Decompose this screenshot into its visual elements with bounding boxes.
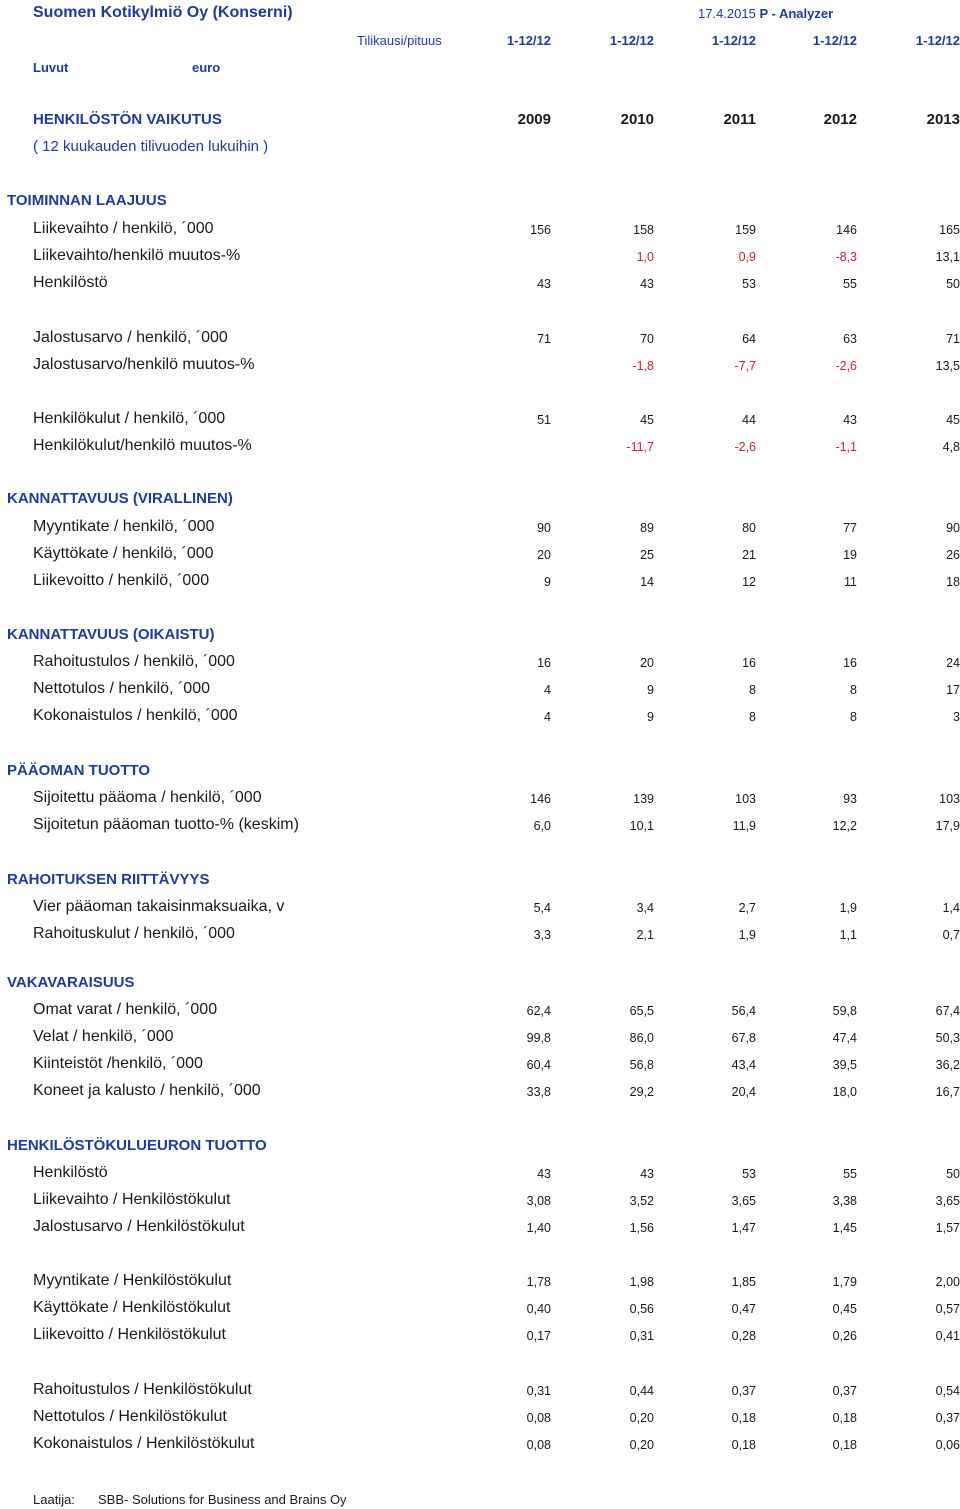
row-value-2010: 29,2: [629, 1085, 654, 1099]
row-label: Liikevoitto / henkilö, ´000: [33, 572, 210, 589]
table-row: [0, 1164, 960, 1184]
row-value-2009: 146: [530, 792, 551, 806]
row-value-2010: 14: [640, 575, 654, 589]
period-col-5: 1-12/12: [915, 33, 960, 48]
row-value-2012: 16: [843, 656, 857, 670]
row-value-2010: 0,20: [629, 1411, 654, 1425]
section-title: VAKAVARAISUUS: [7, 974, 135, 991]
row-value-2010: 158: [633, 223, 654, 237]
row-value-2010: 139: [633, 792, 654, 806]
year-col-1: 2009: [517, 111, 551, 128]
row-value-2010: 45: [640, 413, 654, 427]
row-value-2009: 60,4: [526, 1058, 551, 1072]
row-value-2013: 3: [953, 710, 960, 724]
row-value-2011: 0,37: [731, 1384, 756, 1398]
table-row: [0, 1435, 960, 1455]
product-name: P - Analyzer: [759, 6, 834, 21]
row-value-2011: 53: [742, 1167, 756, 1181]
row-value-2011: 16: [742, 656, 756, 670]
row-value-2012: 1,79: [832, 1275, 857, 1289]
row-value-2012: 55: [843, 277, 857, 291]
row-label: Henkilöstö: [33, 1164, 108, 1181]
table-row: [0, 816, 960, 836]
row-value-2011: 8: [749, 710, 756, 724]
row-label: Nettotulos / Henkilöstökulut: [33, 1408, 227, 1425]
row-value-2009: 156: [530, 223, 551, 237]
row-value-2009: 5,4: [533, 901, 551, 915]
row-label: Myyntikate / henkilö, ´000: [33, 518, 215, 535]
table-row: [0, 680, 960, 700]
row-value-2011: 80: [742, 521, 756, 535]
table-row: [0, 356, 960, 376]
row-value-2009: 4: [544, 683, 551, 697]
row-value-2012: 63: [843, 332, 857, 346]
table-row: [0, 247, 960, 267]
row-value-2013: 0,54: [935, 1384, 960, 1398]
row-value-2011: 21: [742, 548, 756, 562]
row-value-2010: 70: [640, 332, 654, 346]
table-row: [0, 572, 960, 592]
period-col-4: 1-12/12: [812, 33, 857, 48]
row-value-2009: 71: [537, 332, 551, 346]
row-value-2009: 62,4: [526, 1004, 551, 1018]
row-label: Käyttökate / henkilö, ´000: [33, 545, 214, 562]
row-value-2013: 45: [946, 413, 960, 427]
row-value-2012: 47,4: [832, 1031, 857, 1045]
section-title: TOIMINNAN LAAJUUS: [7, 192, 167, 209]
row-value-2013: 1,4: [942, 901, 960, 915]
row-value-2012: 1,45: [832, 1221, 857, 1235]
row-value-2013: 24: [946, 656, 960, 670]
row-value-2013: 50: [946, 1167, 960, 1181]
row-value-2011: 1,85: [731, 1275, 756, 1289]
row-value-2011: 8: [749, 683, 756, 697]
row-value-2009: 33,8: [526, 1085, 551, 1099]
year-col-5: 2013: [926, 111, 960, 128]
row-value-2010: 9: [647, 683, 654, 697]
row-value-2012: 39,5: [832, 1058, 857, 1072]
footer-label: Laatija:: [33, 1492, 75, 1507]
row-value-2010: 2,1: [636, 928, 654, 942]
row-value-2012: 11: [844, 575, 857, 589]
row-value-2013: 3,65: [935, 1194, 960, 1208]
row-value-2011: 12: [742, 575, 756, 589]
table-row: [0, 437, 960, 457]
row-value-2013: 4,8: [942, 440, 960, 454]
row-value-2013: 0,37: [935, 1411, 960, 1425]
table-row: [0, 1028, 960, 1048]
period-col-3: 1-12/12: [711, 33, 756, 48]
row-value-2013: 17,9: [935, 819, 960, 833]
row-value-2013: 13,1: [935, 250, 960, 264]
row-value-2011: 43,4: [731, 1058, 756, 1072]
row-value-2013: 36,2: [935, 1058, 960, 1072]
row-value-2011: 0,47: [731, 1302, 756, 1316]
row-value-2009: 20: [537, 548, 551, 562]
table-row: [0, 410, 960, 430]
row-value-2011: 53: [742, 277, 756, 291]
row-value-2010: 9: [647, 710, 654, 724]
row-label: Käyttökate / Henkilöstökulut: [33, 1299, 231, 1316]
row-value-2010: 10,1: [629, 819, 654, 833]
row-label: Kokonaistulos / henkilö, ´000: [33, 707, 238, 724]
row-value-2009: 1,78: [526, 1275, 551, 1289]
table-row: [0, 1191, 960, 1211]
row-value-2012: 55: [843, 1167, 857, 1181]
row-value-2010: 43: [640, 277, 654, 291]
row-value-2009: 1,40: [526, 1221, 551, 1235]
year-col-3: 2011: [723, 111, 756, 128]
section-title: PÄÄOMAN TUOTTO: [7, 762, 151, 779]
section-title: RAHOITUKSEN RIITTÄVYYS: [7, 871, 210, 888]
row-value-2011: -7,7: [734, 359, 756, 373]
section-title: KANNATTAVUUS (VIRALLINEN): [7, 490, 233, 507]
row-value-2013: 71: [946, 332, 960, 346]
row-value-2013: 103: [939, 792, 960, 806]
row-value-2011: 67,8: [731, 1031, 756, 1045]
table-row: [0, 274, 960, 294]
row-label: Liikevoitto / Henkilöstökulut: [33, 1326, 226, 1343]
table-row: [0, 1299, 960, 1319]
row-value-2011: 0,18: [731, 1438, 756, 1452]
row-value-2009: 9: [544, 575, 551, 589]
table-row: [0, 220, 960, 240]
row-value-2010: 1,98: [629, 1275, 654, 1289]
row-value-2013: 90: [946, 521, 960, 535]
row-value-2012: 0,18: [832, 1411, 857, 1425]
row-value-2010: 43: [640, 1167, 654, 1181]
row-value-2012: 59,8: [832, 1004, 857, 1018]
row-value-2010: 86,0: [629, 1031, 654, 1045]
row-value-2012: 43: [843, 413, 857, 427]
row-label: Henkilöstö: [33, 274, 108, 291]
row-label: Rahoitustulos / Henkilöstökulut: [33, 1381, 252, 1398]
row-value-2013: 17: [946, 683, 960, 697]
row-value-2010: 1,0: [636, 250, 654, 264]
row-value-2011: 64: [742, 332, 756, 346]
period-col-2: 1-12/12: [609, 33, 654, 48]
row-value-2012: 0,45: [832, 1302, 857, 1316]
row-value-2009: 16: [537, 656, 551, 670]
row-value-2009: 6,0: [533, 819, 551, 833]
row-value-2010: 0,56: [629, 1302, 654, 1316]
row-value-2013: 13,5: [935, 359, 960, 373]
row-value-2009: 3,3: [533, 928, 551, 942]
row-value-2009: 43: [537, 1167, 551, 1181]
row-value-2009: 43: [537, 277, 551, 291]
row-value-2013: 0,41: [935, 1329, 960, 1343]
row-value-2012: -2,6: [835, 359, 857, 373]
row-value-2011: 0,9: [738, 250, 756, 264]
row-value-2013: 1,57: [935, 1221, 960, 1235]
row-value-2009: 0,40: [526, 1302, 551, 1316]
row-value-2009: 0,08: [526, 1438, 551, 1452]
row-value-2012: 0,37: [832, 1384, 857, 1398]
row-value-2011: 1,9: [738, 928, 756, 942]
row-value-2009: 4: [544, 710, 551, 724]
row-value-2010: 25: [640, 548, 654, 562]
table-row: [0, 1218, 960, 1238]
row-value-2010: 20: [640, 656, 654, 670]
footer-author: SBB- Solutions for Business and Brains Oy: [98, 1492, 347, 1507]
section-title: KANNATTAVUUS (OIKAISTU): [7, 626, 215, 643]
table-row: [0, 653, 960, 673]
row-value-2011: 103: [735, 792, 756, 806]
row-value-2011: 2,7: [738, 901, 756, 915]
row-value-2009: 0,08: [526, 1411, 551, 1425]
report-title: HENKILÖSTÖN VAIKUTUS: [33, 111, 222, 128]
row-value-2010: -1,8: [632, 359, 654, 373]
row-value-2013: 18: [946, 575, 960, 589]
row-value-2012: 146: [836, 223, 857, 237]
table-row: [0, 1082, 960, 1102]
row-label: Henkilökulut / henkilö, ´000: [33, 410, 226, 427]
row-value-2012: 19: [843, 548, 857, 562]
table-row: [0, 1272, 960, 1292]
row-value-2012: 8: [850, 710, 857, 724]
section-title: HENKILÖSTÖKULUEURON TUOTTO: [7, 1137, 267, 1154]
row-label: Myyntikate / Henkilöstökulut: [33, 1272, 232, 1289]
row-value-2012: -1,1: [835, 440, 857, 454]
row-value-2009: 0,17: [526, 1329, 551, 1343]
report-date: 17.4.2015: [698, 6, 756, 21]
row-label: Koneet ja kalusto / henkilö, ´000: [33, 1082, 261, 1099]
row-label: Rahoitustulos / henkilö, ´000: [33, 653, 235, 670]
period-col-1: 1-12/12: [506, 33, 551, 48]
row-value-2010: 3,4: [636, 901, 654, 915]
row-value-2010: 3,52: [629, 1194, 654, 1208]
row-value-2011: 0,18: [731, 1411, 756, 1425]
period-label: Tilikausi/pituus: [357, 33, 442, 48]
year-col-4: 2012: [823, 111, 857, 128]
units-value: euro: [192, 60, 221, 75]
row-value-2012: 1,1: [839, 928, 857, 942]
row-value-2013: 50: [946, 277, 960, 291]
row-value-2011: 44: [742, 413, 756, 427]
row-value-2013: 50,3: [935, 1031, 960, 1045]
row-label: Jalostusarvo/henkilö muutos-%: [33, 356, 255, 373]
row-value-2012: 0,26: [832, 1329, 857, 1343]
row-value-2010: 1,56: [629, 1221, 654, 1235]
table-row: [0, 329, 960, 349]
row-value-2011: 1,47: [731, 1221, 756, 1235]
row-value-2011: 20,4: [731, 1085, 756, 1099]
row-value-2012: 1,9: [839, 901, 857, 915]
row-value-2009: 3,08: [526, 1194, 551, 1208]
row-value-2013: 0,06: [935, 1438, 960, 1452]
row-value-2013: 26: [946, 548, 960, 562]
row-value-2013: 0,57: [935, 1302, 960, 1316]
table-row: [0, 545, 960, 565]
row-label: Sijoitetun pääoman tuotto-% (keskim): [33, 816, 299, 833]
row-value-2010: 0,31: [629, 1329, 654, 1343]
row-value-2013: 2,00: [935, 1275, 960, 1289]
table-row: [0, 925, 960, 945]
row-label: Omat varat / henkilö, ´000: [33, 1001, 218, 1018]
table-row: [0, 1326, 960, 1346]
row-value-2011: 56,4: [731, 1004, 756, 1018]
row-value-2010: 89: [640, 521, 654, 535]
row-label: Nettotulos / henkilö, ´000: [33, 680, 210, 697]
report-date-product: [698, 6, 833, 21]
row-value-2010: -11,7: [626, 440, 654, 454]
row-value-2012: 18,0: [832, 1085, 857, 1099]
table-row: [0, 1001, 960, 1021]
row-value-2010: 0,44: [629, 1384, 654, 1398]
row-value-2012: 8: [850, 683, 857, 697]
row-value-2012: 93: [843, 792, 857, 806]
row-label: Jalostusarvo / henkilö, ´000: [33, 329, 228, 346]
row-value-2012: 3,38: [832, 1194, 857, 1208]
row-value-2010: 65,5: [629, 1004, 654, 1018]
row-value-2011: -2,6: [734, 440, 756, 454]
table-row: [0, 898, 960, 918]
row-value-2009: 0,31: [526, 1384, 551, 1398]
table-row: [0, 1381, 960, 1401]
row-value-2012: 0,18: [832, 1438, 857, 1452]
row-value-2011: 159: [735, 223, 756, 237]
row-label: Jalostusarvo / Henkilöstökulut: [33, 1218, 245, 1235]
row-value-2009: 90: [537, 521, 551, 535]
year-col-2: 2010: [620, 111, 654, 128]
row-label: Rahoituskulut / henkilö, ´000: [33, 925, 235, 942]
row-label: Liikevaihto / Henkilöstökulut: [33, 1191, 231, 1208]
row-value-2013: 165: [939, 223, 960, 237]
row-label: Kiinteistöt /henkilö, ´000: [33, 1055, 203, 1072]
row-value-2012: 77: [843, 521, 857, 535]
table-row: [0, 1055, 960, 1075]
row-label: Liikevaihto / henkilö, ´000: [33, 220, 214, 237]
row-value-2010: 0,20: [629, 1438, 654, 1452]
table-row: [0, 707, 960, 727]
row-value-2012: 12,2: [832, 819, 857, 833]
row-label: Henkilökulut/henkilö muutos-%: [33, 437, 252, 454]
row-label: Kokonaistulos / Henkilöstökulut: [33, 1435, 255, 1452]
row-value-2010: 56,8: [629, 1058, 654, 1072]
row-value-2009: 99,8: [526, 1031, 551, 1045]
report-subtitle: ( 12 kuukauden tilivuoden lukuihin ): [33, 138, 269, 155]
row-label: Sijoitettu pääoma / henkilö, ´000: [33, 789, 262, 806]
company-name: Suomen Kotikylmiö Oy (Konserni): [33, 4, 293, 21]
table-row: [0, 789, 960, 809]
row-label: Liikevaihto/henkilö muutos-%: [33, 247, 241, 264]
table-row: [0, 518, 960, 538]
table-row: [0, 1408, 960, 1428]
row-value-2011: 0,28: [731, 1329, 756, 1343]
row-value-2011: 3,65: [731, 1194, 756, 1208]
row-value-2013: 16,7: [935, 1085, 960, 1099]
row-label: Vier pääoman takaisinmaksuaika, v: [33, 898, 285, 915]
row-value-2009: 51: [537, 413, 551, 427]
row-value-2012: -8,3: [835, 250, 857, 264]
units-label: Luvut: [33, 60, 69, 75]
row-label: Velat / henkilö, ´000: [33, 1028, 174, 1045]
row-value-2011: 11,9: [732, 819, 756, 833]
row-value-2013: 0,7: [942, 928, 960, 942]
row-value-2013: 67,4: [935, 1004, 960, 1018]
